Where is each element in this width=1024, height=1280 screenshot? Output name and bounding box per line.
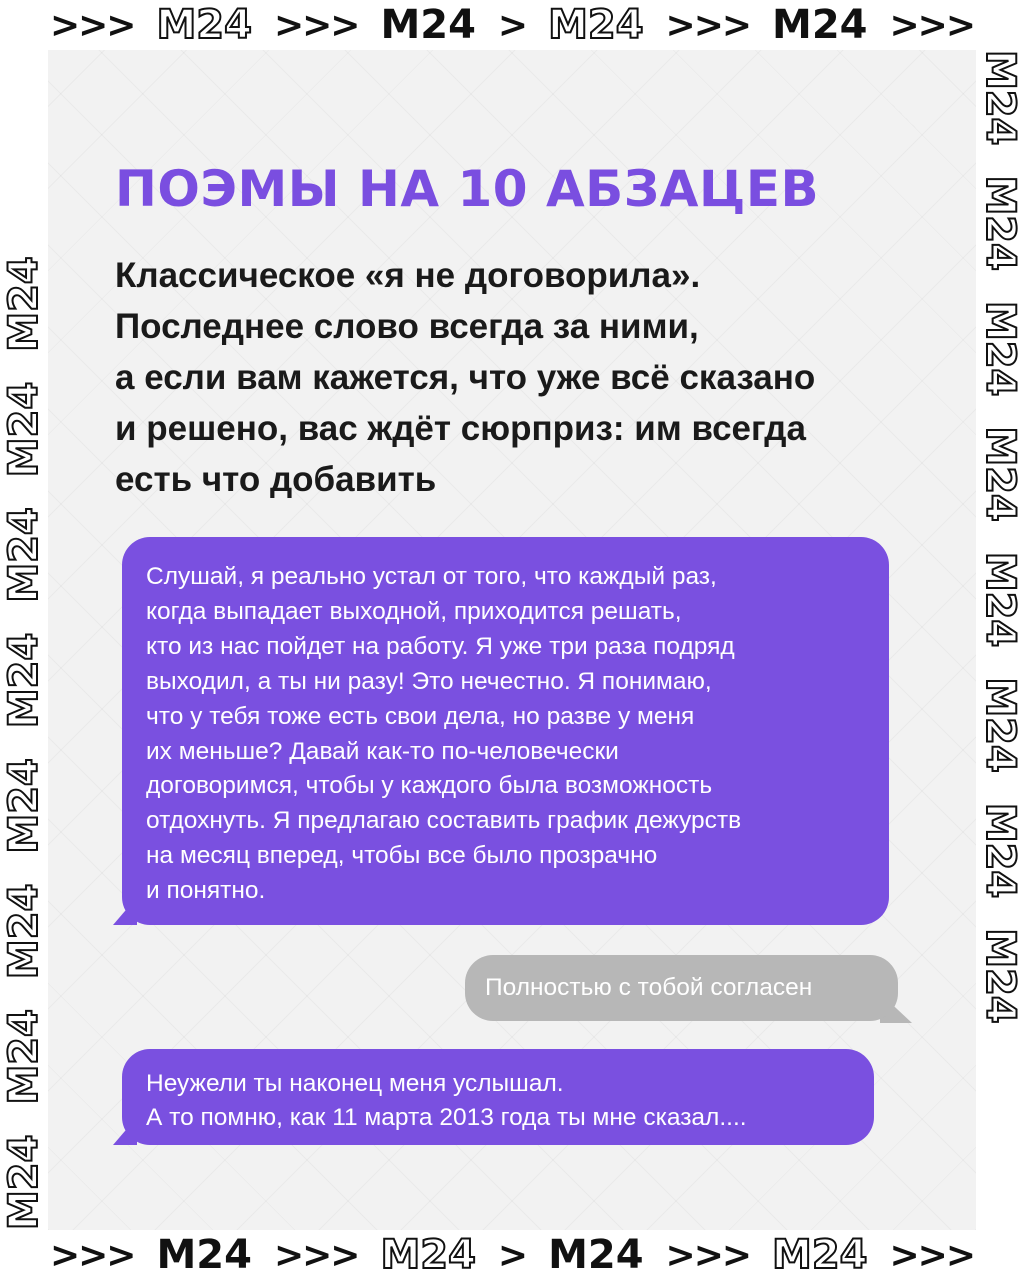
subtitle (115, 250, 935, 505)
m24-logo: M24 (1, 507, 47, 603)
right-branding-strip (976, 50, 1024, 1230)
arrows-decoration: >>> (49, 1234, 135, 1276)
message-line: Слушай, я реально устал от того, что каждый раз, (146, 563, 717, 590)
subtitle-line: и решено, вас ждёт сюрприз: им всегда (115, 409, 806, 448)
m24-logo: M24 (380, 2, 476, 48)
m24-logo: M24 (1, 1009, 47, 1105)
m24-logo: M24 (977, 677, 1023, 773)
m24-logo: M24 (1, 883, 47, 980)
message-line: когда выпадает выходной, приходится решать, (146, 597, 682, 625)
message-line: выходил, а ты ни разу! Это нечестно. Я понимаю, (146, 667, 712, 695)
subtitle-line: Классическое «я не договорила». (115, 256, 701, 295)
arrows-decoration: >>> (273, 1234, 359, 1276)
arrows-decoration: >>> (49, 4, 135, 46)
m24-logo: M24 (772, 1232, 868, 1278)
top-branding-strip (0, 0, 1024, 50)
arrows-decoration: > (497, 4, 527, 46)
m24-logo: M24 (156, 2, 252, 48)
arrows-decoration: >>> (665, 4, 751, 46)
m24-logo: M24 (977, 802, 1023, 899)
message-line: что у тебя тоже есть свои дела, но разве у меня (146, 702, 695, 730)
arrows-decoration: >>> (889, 4, 975, 46)
left-branding-strip (0, 50, 48, 1230)
arrows-decoration: >>> (273, 4, 359, 46)
arrows-decoration: > (497, 1234, 527, 1276)
m24-logo: M24 (1, 381, 47, 478)
m24-logo: M24 (156, 1232, 252, 1278)
subtitle-line: есть что добавить (115, 460, 437, 499)
m24-logo: M24 (1, 256, 47, 352)
arrows-decoration: >>> (665, 1234, 751, 1276)
m24-logo: M24 (977, 175, 1023, 271)
message-line: Полностью с тобой согласен (485, 974, 813, 1001)
m24-logo: M24 (977, 928, 1023, 1024)
m24-logo: M24 (380, 1232, 476, 1278)
subtitle-line: Последнее слово всегда за ними, (115, 307, 699, 346)
chat-message-reply (465, 955, 898, 1021)
page-title: ПОЭМЫ НА 10 АБЗАЦЕВ (115, 160, 820, 218)
m24-logo: M24 (548, 2, 644, 48)
chat-message-followup (122, 1049, 874, 1145)
message-line: А то помню, как 11 марта 2013 года ты мне сказал.... (146, 1104, 747, 1131)
bottom-branding-strip (0, 1230, 1024, 1280)
m24-logo: M24 (977, 426, 1023, 522)
m24-logo: M24 (1, 1134, 47, 1230)
m24-logo: M24 (772, 2, 868, 48)
subtitle-line: а если вам кажется, что уже всё сказано (115, 358, 816, 397)
m24-logo: M24 (977, 551, 1023, 648)
m24-logo: M24 (1, 632, 47, 729)
m24-logo: M24 (977, 50, 1023, 146)
message-line: и понятно. (146, 877, 266, 905)
message-line: на месяц вперед, чтобы все было прозрачно (146, 842, 658, 870)
m24-logo: M24 (548, 1232, 644, 1278)
arrows-decoration: >>> (889, 1234, 975, 1276)
message-line: их меньше? Давай как-то по-человечески (146, 737, 619, 765)
message-line: кто из нас пойдет на работу. Я уже три раза подряд (146, 632, 735, 660)
m24-logo: M24 (1, 758, 47, 854)
message-line: договоримся, чтобы у каждого была возможность (146, 772, 713, 800)
message-line: отдохнуть. Я предлагаю составить график дежурств (146, 807, 742, 835)
chat-message-long (122, 537, 889, 925)
m24-logo: M24 (977, 300, 1023, 397)
message-line: Неужели ты наконец меня услышал. (146, 1070, 564, 1097)
